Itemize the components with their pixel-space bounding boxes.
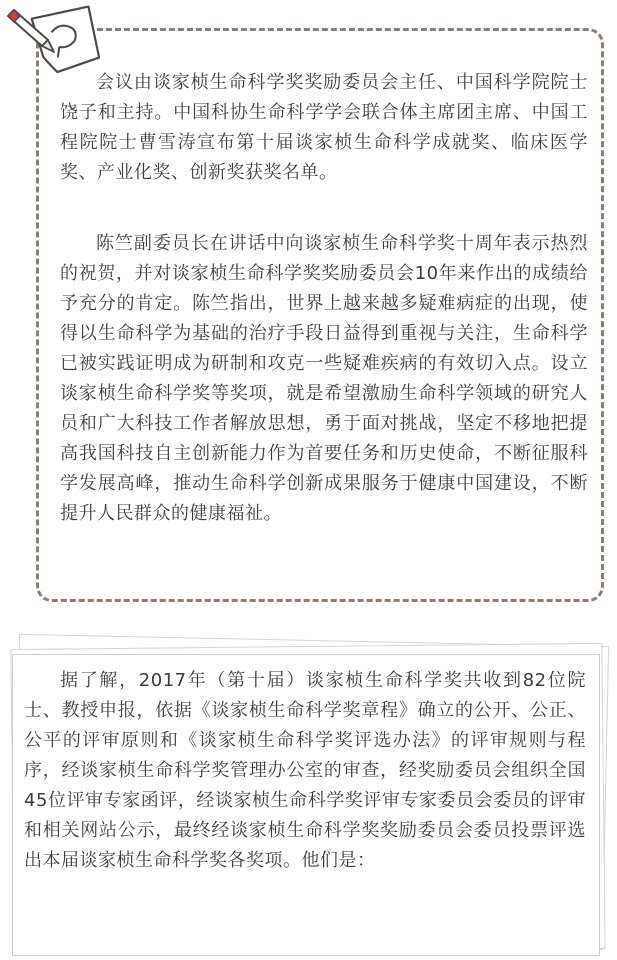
paragraph-meeting: 会议由谈家桢生命科学奖奖励委员会主任、中国科学院院士饶子和主持。中国科协生命科学学会联合体主席团主席、中国工程院院士曹雪涛宣布第十届谈家桢生命科学成就奖、临床医学奖、产业化奖、创新奖获奖名单。 [60,72,588,183]
paragraph-award-process: 据了解，2017年（第十届）谈家桢生命科学奖共收到82位院士、教授申报，依据《谈家桢生命科学奖章程》确立的公开、公正、公平的评审原则和《谈家桢生命科学奖评选办法》的评审规则与程序，经谈家桢生命科学奖管理办公室的审查，经奖励委员会组织全国45位评审专家函评，经谈家桢生命科学奖评审专家委员会委员的评审和相关网站公示，最终经谈家桢生命科学奖奖励委员会委员投票评选出本届谈家桢生命科学奖各奖项。他们是： [24,670,586,871]
paragraph-chenzhu-speech: 陈竺副委员长在讲话中向谈家桢生命科学奖十周年表示热烈的祝贺，并对谈家桢生命科学奖奖励委员会10年来作出的成绩给予充分的肯定。陈竺指出，世界上越来越多疑难病症的出现，使得以生命科学为基础的治疗手段日益得到重视与关注，生命科学已被实践证明成为研制和攻克一些疑难疾病的有效切入点。设立谈家桢生命科学奖等奖项，就是希望激励生命科学领域的研究人员和广大科技工作者解放思想，勇于面对挑战，坚定不移地把提高我国科技自主创新能力作为首要任务和历史使命，不断征服科学发展高峰，推动生命科学创新成果服务于健康中国建设，不断提升人民群众的健康福祉。 [60,233,588,524]
